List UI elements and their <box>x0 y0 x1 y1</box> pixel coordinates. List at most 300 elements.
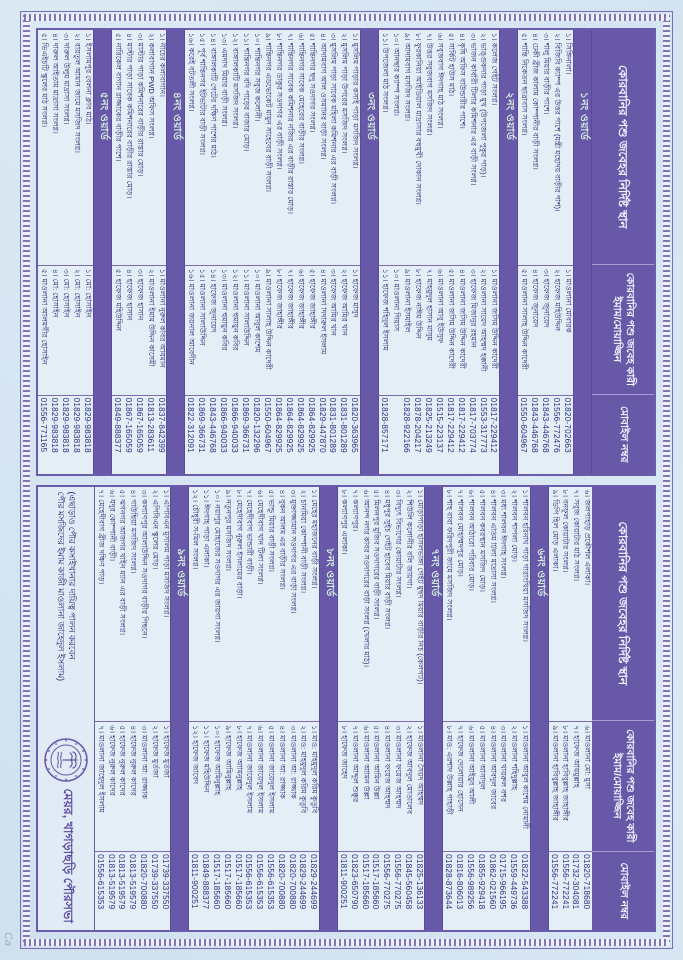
phone-cell: 01517-185660 <box>360 851 371 930</box>
table-row <box>508 487 519 931</box>
table-row <box>200 487 211 931</box>
table-row <box>71 30 82 474</box>
place-cell: ৬। আনন্দ নগর কবির সওদাগরের বাড়ী সংলগ্ন (খেলার মাঠ)। <box>361 489 371 668</box>
phone-cell: 01556-615353 <box>254 851 265 930</box>
imam-cell: ৫। মাওলানা আসাদুল <box>476 721 487 851</box>
border-strip-bottom <box>23 15 30 945</box>
phone-cell: 01820-132296 <box>251 395 262 474</box>
phone-cell: 01816-806013 <box>454 851 465 930</box>
imam-cell: ২। মাও: মাহমুদুল করিম কুতুবি <box>297 721 308 851</box>
place-cell: ৩। মাস্টার পাড়া কমিশনারের বাড়ীর রাস্তার মোড়। <box>135 33 145 177</box>
table-row <box>519 487 530 931</box>
imam-cell: ৮। মাওলানা হাবিবুল্লাহ জাহাঙ্গীর <box>560 721 571 851</box>
imam-cell: ১। হাফেজ মুর্তজা <box>160 721 171 851</box>
header-place-column: কোরবানির পশু জবেহর নির্দিষ্ট স্থান <box>616 521 631 686</box>
place-cell: ২। কলাবাগান PWD অফিস সংলগ্ন। <box>146 33 156 139</box>
phone-cell: 01864-829925 <box>295 395 306 474</box>
table-area <box>36 28 656 932</box>
table-row <box>392 487 403 931</box>
mayor-signature: মেয়র, খাগড়াছড়ি পৌরসভা <box>61 788 75 923</box>
place-cell: ১। এপিবিএন মুসলিম পাড়া মসজিদ সংলগ্ন। <box>161 489 171 618</box>
imam-cell: ৮। হাফেজ নাঈম উদ্দিন <box>412 265 423 395</box>
phone-cell: 01825-213249 <box>423 395 434 474</box>
table-row <box>106 487 117 931</box>
phone-cell: 01866-940033 <box>218 395 229 474</box>
place-cell: ৬। সবুজবাগ ঈদগাহ মাঠ সংলগ্ন। <box>435 33 445 129</box>
place-cell: ২। এপিবিএন স্কুলের মোড়। <box>150 489 160 570</box>
phone-cell: 01829-244699 <box>308 851 319 930</box>
place-cell: ১। সিঙ্গিনালা। <box>564 33 573 75</box>
phone-cell: 01515-223137 <box>434 395 445 474</box>
place-cell: ৫। নারিকেল বাগান রাজ্জাকের বাড়ীর পাশে। <box>113 33 123 162</box>
place-cell: ৬। শান্তিনগর সাবেক মেহেরের বাড়ীর সংলগ্ন। <box>296 33 306 164</box>
ward-band: ৩নং ওয়ার্ড <box>360 30 379 474</box>
phone-cell: 01829-983818 <box>60 395 71 474</box>
table-row <box>134 30 145 474</box>
place-cell: ৫। শান্তি নিকেতন ছাত্রাবাস সংলগ্ন। <box>520 33 530 136</box>
table-row <box>570 487 581 931</box>
table-row <box>82 30 93 474</box>
place-cell: ২। মুসলিম পাড়া উপরের মসজিদ সংলগ্ন। <box>340 33 350 154</box>
ward-band: ৮নং ওয়ার্ড <box>319 487 338 931</box>
place-cell: ১। নীচের কলাবাগান। <box>157 33 167 97</box>
imam-cell: ২। হাফেজ আবদুল মোতালেব <box>403 721 414 851</box>
phone-cell <box>390 395 401 474</box>
place-cell: ৫। ভান্ডু মিয়ার বাড়ী সংলগ্ন। <box>266 489 276 572</box>
table-row <box>117 487 128 931</box>
place-cell: ৩। শালু মিয়ার বাড়ীর পাশে। <box>542 33 552 115</box>
table-row <box>338 487 349 931</box>
imam-cell: ৩। হাফেজ হাসান <box>134 265 145 395</box>
phone-cell: 01829-244699 <box>297 851 308 930</box>
footer-note-line2: পৌর মসজিদের ইমাম কাজী মাওলানা জাহেদুল ইসলাম) <box>56 491 66 682</box>
border-strip-right <box>24 939 669 946</box>
imam-cell: ১০। মাওলানা গিয়াস <box>390 265 401 395</box>
place-cell: ৭। কল্যাণপুর। <box>350 489 360 532</box>
place-cell: ৩। বিদ্যুৎ বিভাগের কোয়াটার সংলগ্ন। <box>393 489 403 598</box>
imam-cell: ৩। হাফেজ জুনায়েদ <box>540 265 551 395</box>
phone-cell: 01813-519579 <box>127 851 138 930</box>
phone-cell: 01862-021560 <box>487 851 498 930</box>
footer-note-line1: (এছাড়াও পৌর কসাইখানার দায়িত্ব পালন করবেন <box>67 491 78 660</box>
table-row <box>518 30 529 474</box>
table-row <box>273 30 284 474</box>
phone-cell: 01739-337550 <box>160 851 171 930</box>
phone-cell: 01829-983818 <box>49 395 60 474</box>
imam-cell: ১। মাওলানা আবুল কাশেম নোমানী <box>519 721 530 851</box>
table-row <box>211 487 222 931</box>
table-row <box>478 30 489 474</box>
table-row <box>112 30 123 474</box>
imam-cell: ৫। হাফেজ মহিউদ্দিন <box>112 265 123 395</box>
place-cell: ৫। মিলনপুর মুজিব সওদাগরের বাড়ী সংলগ্ন। <box>372 489 382 620</box>
place-cell: ৬। শালবন আঠারো পরিবার মোড়। <box>466 489 476 591</box>
table-row <box>229 30 240 474</box>
imam-cell: ২। হাফেজ মহিউদ্দিন <box>551 265 562 395</box>
ward-band: ২নং ওয়ার্ড <box>499 30 518 474</box>
phone-cell: 01869-366731 <box>196 395 207 474</box>
place-cell: ২। শালবন শাপলা মোড়। <box>510 489 520 562</box>
imam-cell: ১১। মাওলানা সালাউদ্দিন <box>240 265 251 395</box>
table-row <box>284 30 295 474</box>
imam-cell: ৬। মাওলানা মো: মুসা <box>581 721 592 851</box>
phone-cell: 01845-560458 <box>403 851 414 930</box>
phone-cell: 01715-966195 <box>497 851 508 930</box>
imam-cell: ৭। হাফেজ দেলোয়ার হোসেন <box>454 721 465 851</box>
place-cell: ২। চানমিয়া কোম্পানী বাড়ী সংলগ্ন। <box>299 489 309 594</box>
table-row <box>243 487 254 931</box>
imam-cell: ৮। হাফেজ জাহেদ <box>338 721 349 851</box>
phone-cell: 01869-366731 <box>240 395 251 474</box>
table-row <box>349 30 360 474</box>
place-cell: ৮। কল্যাণপুর এলাকা। <box>339 489 349 555</box>
place-cell: ৩। ভাজন কার্বারী টিলার কমিশনার এর বাড়ী সংলগ্ন। <box>468 33 478 186</box>
table-row <box>297 487 308 931</box>
phone-cell: 01864-829925 <box>273 395 284 474</box>
phone-cell: 01517-185660 <box>222 851 233 930</box>
place-cell: ১২। চৌধুরী স-মিল সংলগ্ন। <box>191 489 201 570</box>
table-row <box>308 487 319 931</box>
place-cell: ৪। দারুল আইতাম মাদ্রাসা সংলগ্ন। <box>51 33 61 134</box>
imam-cell: ১২। হাফেজ জাবেদ <box>190 721 201 851</box>
ward-band: ৪নং ওয়ার্ড <box>167 30 186 474</box>
phone-cell: 01556-770275 <box>392 851 403 930</box>
place-cell: ১৫। পূর্ব শান্তিনগর ইটভাটার বাড়ী সংলগ্ন। <box>198 33 208 155</box>
imam-cell: ৬। মাওলানা আমিন উল্লা <box>360 721 371 851</box>
header-place-column: কোরবানির পশু জবেহর নির্দিষ্ট স্থান <box>616 64 631 229</box>
imam-cell: ১০। হাফেজ আমিনুল্লাহ <box>211 721 222 851</box>
table-row <box>38 30 49 474</box>
place-cell: ১১। ঈদগাহ পাড়া এলাকা। <box>202 489 212 568</box>
table-group-left <box>36 28 656 476</box>
table-row <box>295 30 306 474</box>
place-cell: ৭। মেহেদীবাগ ভান্ডারী বাড়ী। <box>245 489 255 575</box>
imam-cell: ২। মাওলানা শহিদুল্লাহ <box>508 721 519 851</box>
imam-cell: ১৩। মাওলানা হুমায়ুন কবির <box>218 265 229 395</box>
imam-cell: ৪। হাফেজ জুনায়েদ <box>529 265 540 395</box>
place-cell: ৯। শান্তিনগর এডভোকেট মামুন সাহেবের বাড়ী সংলগ্ন। <box>263 33 273 192</box>
place-cell: ৩। মধ্য শালবন ঈদগাহ সংলগ্ন। <box>499 489 509 579</box>
table-row <box>381 487 392 931</box>
table-row <box>265 487 276 931</box>
phone-cell: 01556-989256 <box>465 851 476 930</box>
place-cell: ১৬। করেই বটতলী সংলগ্ন। <box>187 33 197 112</box>
table-row <box>414 487 425 931</box>
imam-cell: ৪। মাওলানা জসিম উদ্দিন কাদেরী <box>456 265 467 395</box>
table-row <box>160 487 171 931</box>
phone-cell: 01825-136133 <box>414 851 425 930</box>
table-row <box>540 30 551 474</box>
imam-cell: ১। মাওলানা মোবারক <box>562 265 573 395</box>
imam-cell: ৪। মো: হোসাইন <box>49 265 60 395</box>
imam-cell: ৫। মাওলানা জায়েদুল ইসলাম <box>265 721 276 851</box>
table-row <box>529 30 540 474</box>
table-row <box>276 487 287 931</box>
phone-cell: 01867-165059 <box>134 395 145 474</box>
phone-cell: 01855-929418 <box>476 851 487 930</box>
place-cell: ৭। মেহেদীবাগ ব্রীজ দক্ষিণ পাড়। <box>96 489 106 585</box>
table-row <box>145 30 156 474</box>
imam-cell: ৫। মাওলানা আলমগীর হোসাইন <box>38 265 49 395</box>
table-row <box>149 487 160 931</box>
phone-cell: 01820-363965 <box>349 395 360 474</box>
phone-cell: 01556-772476 <box>551 395 562 474</box>
table-row <box>218 30 229 474</box>
phone-cell: 01837-842399 <box>156 395 167 474</box>
place-cell: ৮। মেহেদীবাগ নুরুল ইসলামের বাড়ী। <box>234 489 244 599</box>
imam-cell: ৩। হাফেজ আমির খান <box>327 265 338 395</box>
phone-cell: 01831-801289 <box>338 395 349 474</box>
imam-cell: ৭। মাওলানা জাহেদুল ইসলাম <box>95 721 106 851</box>
table-row <box>127 487 138 931</box>
imam-cell: ৬। মাওলানা জায়েদুল ইসলাম <box>254 721 265 851</box>
imam-cell: ৭। হাফেজ জাহাঙ্গীর <box>284 265 295 395</box>
place-cell: ১। কলেজ গেইট সংলগ্ন। <box>490 33 500 106</box>
imam-cell: ৮। হাফেজ আমিনুল্লাহ <box>233 721 244 851</box>
ward-band: ৭নং ওয়ার্ড <box>424 487 443 931</box>
place-cell: ৪। মাস্টার পাড়া সাবেক কমিশনারের বাড়ীর রাস্তার মোড়। <box>124 33 134 199</box>
table-row <box>254 487 265 931</box>
phone-cell: 01732-304081 <box>570 851 581 930</box>
table-row <box>349 487 360 931</box>
place-cell: ১১। উপজেলা মাঠ সংলগ্ন। <box>381 33 391 113</box>
table-row <box>317 30 328 474</box>
place-cell: ২। ভাঙ্গুকদার পাড়া মুখ (উপজেলা পুকুর পাড়)। <box>479 33 489 178</box>
place-cell: ৯। আদামবাগ মসজিদ সংলগ্ন। <box>403 33 413 122</box>
table-row <box>497 487 508 931</box>
place-cell: ৫। ভিএইচটি স্কুলের মাঠ সংলগ্ন। <box>40 33 50 128</box>
table-row <box>207 30 218 474</box>
imam-cell: ১০। মাওলানা আবুল কাশেম <box>251 265 262 395</box>
imam-cell: ৬। মাওলানা আইয়ুব আলী <box>465 721 476 851</box>
phone-cell: 01828-857171 <box>379 395 390 474</box>
phone-cell: 01828-873644 <box>443 851 454 930</box>
header-mobile-column: মোবাইল নম্বর <box>592 851 654 930</box>
table-row <box>443 487 454 931</box>
ward-band: ৬নং ওয়ার্ড <box>530 487 549 931</box>
imam-cell: ১। হাফেজ মাসুদ <box>349 265 360 395</box>
phone-cell: 01822-543388 <box>519 851 530 930</box>
phone-cell: 01829-983818 <box>71 395 82 474</box>
table-header-row <box>592 487 654 931</box>
ward-band: ৫নং ওয়ার্ড <box>93 30 112 474</box>
table-row <box>360 487 371 931</box>
imam-cell: ৩। মাওলানা ফয়েজ আহম্মদ <box>392 721 403 851</box>
imam-cell: ৫। হাফেজ নুরুল কাদের <box>117 721 128 851</box>
table-row <box>551 30 562 474</box>
place-cell: ৮। শাহ বাবা ফরিদপুরী জামে মসজিদ সংলগ্ন। <box>445 489 455 621</box>
phone-cell: 01813-283611 <box>145 395 156 474</box>
table-row <box>60 30 71 474</box>
phone-cell: 01517-185660 <box>211 851 222 930</box>
phone-cell: 01864-829925 <box>284 395 295 474</box>
border-strip-left <box>24 14 669 21</box>
imam-cell: ২। মাওলানা সায়েদ আহম্মদ হক্কানী <box>478 265 489 395</box>
table-body-right <box>95 487 592 931</box>
table-row <box>476 487 487 931</box>
place-cell: ৪। ঢেকী ব্রীজ কালাম কোম্পানীর বাড়ী সংলগ্ন। <box>531 33 541 170</box>
phone-cell: 01550-604967 <box>262 395 273 474</box>
table-row <box>222 487 233 931</box>
table-row <box>251 30 262 474</box>
phone-cell: 01811-900251 <box>338 851 349 930</box>
table-body-left <box>38 30 592 474</box>
phone-cell: 01556-771165 <box>38 395 49 474</box>
phone-cell: 01878-204217 <box>412 395 423 474</box>
place-cell: ১। মুসলিম পাড়ার কসাই পাড়া মসজিদ সংলগ্ন। <box>351 33 361 169</box>
place-cell: ২। বিজিবি ক্যাম্প এর উত্তর পাশে (মন্ত্রী মহোদয় বাড়ীর পাশ)। <box>553 33 563 212</box>
phone-cell: 01864-829925 <box>306 395 317 474</box>
place-cell: ৫। শান্তিনগর ছদু সওদাগর সংলগ্ন। <box>307 33 317 133</box>
imam-cell: ১। মাওলানা জসিম উদ্দিন কাদেরী <box>488 265 499 395</box>
place-cell: ১৪। বাঙ্গালকাটি গেটের দক্ষিণ পাশের মাঠ। <box>209 33 219 158</box>
place-cell: ৪। গাউছিয়া মসজিদ সংলগ্ন। <box>129 489 139 574</box>
table-row <box>190 487 201 931</box>
imam-cell: ৩। মো: হোসাইন <box>60 265 71 395</box>
imam-cell: ১। মো: হোসাইন <box>82 265 93 395</box>
pencil-mark: Ca <box>2 931 14 946</box>
imam-cell: ৫। মাওলানা সালাহ উদ্দিন কাদেরী <box>518 265 529 395</box>
footer-note <box>55 492 78 733</box>
place-cell: ১৩। এমদাদ মিয়ার বাড়ী সংলগ্ন। <box>220 33 230 127</box>
table-row <box>138 487 149 931</box>
place-cell: ৭। শালবন মোহাম্মদপুর মোড়। <box>456 489 466 577</box>
imam-cell: ৩। মাওলানা খায়রুল বশর <box>497 721 508 851</box>
table-row <box>560 487 571 931</box>
imam-cell: ১। মাও: মাহমুদুল করিম কুতুবি <box>308 721 319 851</box>
table-row <box>327 30 338 474</box>
place-cell: ১। মেহের মহাজনের বাড়ী সংলগ্ন। <box>310 489 320 589</box>
place-cell: ৯। নতুনপুর মসজিদ সংলগ্ন। <box>223 489 233 571</box>
phone-cell: 01559-449736 <box>508 851 519 930</box>
phone-cell: 01828-922166 <box>401 395 412 474</box>
place-cell: ৪। আদামবাগ আল ওসমানির বাড়ী সংলগ্ন। <box>318 33 328 160</box>
phone-cell: 01849-888377 <box>200 851 211 930</box>
table-row <box>233 487 244 931</box>
imam-cell: ১৫। মাওলানা সালাউদ্দিন <box>196 265 207 395</box>
imam-cell: ১২। মাওলানা হুমায়ুন কবির <box>229 265 240 395</box>
place-cell: ২। বায়তুল আমান জামে মসজিদ সংলগ্ন। <box>73 33 82 153</box>
table-row <box>549 487 560 931</box>
imam-cell: ৫। মাওলানা আমিন উল্লা <box>370 721 381 851</box>
table-row <box>49 30 60 474</box>
phone-cell: 01739-337550 <box>149 851 160 930</box>
place-cell: ৮। শান্তিনগর ডাকুর সওদাগর এর বাড়ী সংলগ্ন। <box>274 33 284 170</box>
phone-cell: 01820-700880 <box>276 851 287 930</box>
table-row <box>454 487 465 931</box>
phone-cell: 01517-185660 <box>233 851 244 930</box>
phone-cell: 01820-718680 <box>581 851 592 930</box>
place-cell: ৩। কল্যাণপুর আলাউদ্দিন সওদাগর বাড়ীর পিছনে। <box>140 489 149 639</box>
place-cell: ৫। সার্কিট হাউস মাঠ। <box>446 33 456 97</box>
place-cell: ৫। ঝগনগর আজগর খাইন ম্যান এর বাড়ী সংলগ্ন। <box>118 489 128 636</box>
table-row <box>287 487 298 931</box>
place-cell: ৬। যদুর কোম্পানী বাড়ী। <box>107 489 117 562</box>
table-row <box>434 30 445 474</box>
phone-cell: 01550-604967 <box>518 395 529 474</box>
phone-cell: 01843-446768 <box>529 395 540 474</box>
phone-cell: 01556-770275 <box>381 851 392 930</box>
imam-cell: ৪। মাওলানা ফয়েজ আহম্মদ <box>381 721 392 851</box>
place-cell: ১। ইসলামপুর বেলনা ক্লাব মাঠ। <box>83 33 93 125</box>
imam-cell: ৫। মাওলানা জসিম উদ্দিন কাদেরী <box>445 265 456 395</box>
phone-cell: 01556-615353 <box>95 851 106 930</box>
table-row <box>379 30 390 474</box>
table-row <box>412 30 423 474</box>
phone-cell: 01813-519579 <box>106 851 117 930</box>
place-cell: ৩। দারুল উলুম মাদ্রাসা সংলগ্ন। <box>62 33 72 125</box>
table-row <box>95 487 106 931</box>
phone-cell: 01556-615353 <box>265 851 276 930</box>
imam-cell: ৫। হাফেজ জাহাঙ্গীর <box>306 265 317 395</box>
imam-cell: ৯। হাফেজ আমিনুল্লাহ <box>222 721 233 851</box>
imam-cell: ৭। মাওলানা আব্দুল শুক্কুর <box>349 721 360 851</box>
table-row <box>423 30 434 474</box>
imam-cell: ১৪। হাফেজ জুনায়েদ <box>207 265 218 395</box>
table-row <box>196 30 207 474</box>
phone-cell: 01829-983818 <box>82 395 93 474</box>
imam-cell: ৯। মাওলানা সালাহ উদ্দিন কাদেরী <box>262 265 273 395</box>
table-row <box>487 487 498 931</box>
imam-cell: ৪। হাফেজ হাসান <box>123 265 134 395</box>
place-cell: ৮। ফুরকানিয়া আইডিয়াল মাদ্রাসার বহুমুখী দোকান সংলগ্ন। <box>413 33 423 205</box>
imam-cell: ২। মাওলানা ইমাম উদ্দিন কাসেমী <box>145 265 156 395</box>
phone-cell: 01867-165059 <box>123 395 134 474</box>
phone-cell: 01820-700880 <box>138 851 149 930</box>
imam-cell: ৩। মাওলানা আ: রাজ্জাক <box>138 721 149 851</box>
phone-cell: 01817-229412 <box>488 395 499 474</box>
place-cell: ৩। মুক্তাজ্জামান সওদাগর এর বাড়ী সংলগ্ন। <box>288 489 298 614</box>
table-row <box>581 487 592 931</box>
place-cell: ৬। জলপাহাড় প্রকৌশল এলাকা। <box>583 489 592 586</box>
place-cell: ৭। শান্তিনগর সাবেক কমিশনার নজির এর বাড়ীর রাস্তার মোড়। <box>285 33 295 214</box>
header-imam-column: কোরবানির পশু জবেহ কারী ইমাম/মোয়াজ্জিন <box>592 720 654 850</box>
table-row <box>156 30 167 474</box>
place-cell: ১। শালবন হরিনাথ পাড়া গারাংখিয়া মসজিদ সংলগ্ন। <box>520 489 530 642</box>
table-row <box>240 30 251 474</box>
phone-cell: 01556-772241 <box>560 851 571 930</box>
place-cell: ৪। মধুপুর সুইচ গেইট হাবেব মিয়ার বাড়ী সংলগ্ন। <box>383 489 393 630</box>
phone-cell: 01849-888377 <box>112 395 123 474</box>
place-cell: ১০। আনছার ক্যাম্প সংলগ্ন। <box>392 33 402 117</box>
table-row <box>390 30 401 474</box>
phone-cell: 01811-900251 <box>190 851 201 930</box>
table-row <box>467 30 478 474</box>
place-cell: ২। শিউলি কলোনীর বলি জায়গা। <box>404 489 414 589</box>
imam-cell: ১১। হাফেজ শহিদুল ইসলাম <box>379 265 390 395</box>
table-group-right <box>36 485 656 933</box>
imam-cell: ৬। হাফেজ জাহাঙ্গীর <box>295 265 306 395</box>
phone-cell: 01817-229412 <box>445 395 456 474</box>
table-row <box>445 30 456 474</box>
imam-cell: ৬। মাওলানা আবু ইউসুফ <box>434 265 445 395</box>
place-cell: ১২। বাঙ্গালকাটি মসজিদ সংলগ্ন। <box>231 33 241 129</box>
table-row <box>488 30 499 474</box>
phone-cell: 01813-519579 <box>117 851 128 930</box>
table-row <box>123 30 134 474</box>
place-cell: ৫। শালবন কবরস্থান মসজিদ মোড়। <box>477 489 487 592</box>
place-cell: ১০। নয়াপুর মোহাজের সওদাগর এর জায়গা সংলগ্ন। <box>212 489 222 643</box>
phone-cell: 01817-229412 <box>456 395 467 474</box>
place-cell: ৯। ডিপি হিল মোড় এলাকা। <box>550 489 560 572</box>
place-cell: ৭। উত্তর সবুজবাগ মসজিদ সংলগ্ন। <box>424 33 434 136</box>
imam-cell: ১৬। মাওলানা জয়নাল আবেদীন <box>186 265 197 395</box>
municipal-seal-icon <box>43 737 89 783</box>
place-cell: ৩। মুসলিম পাড়া সাবেক মহিলা কমিশনার এর বাড়ী সংলগ্ন। <box>329 33 339 205</box>
phone-cell: 01843-446768 <box>207 395 218 474</box>
phone-cell: 01820-700880 <box>287 851 298 930</box>
phone-cell: 01822-312091 <box>186 395 197 474</box>
